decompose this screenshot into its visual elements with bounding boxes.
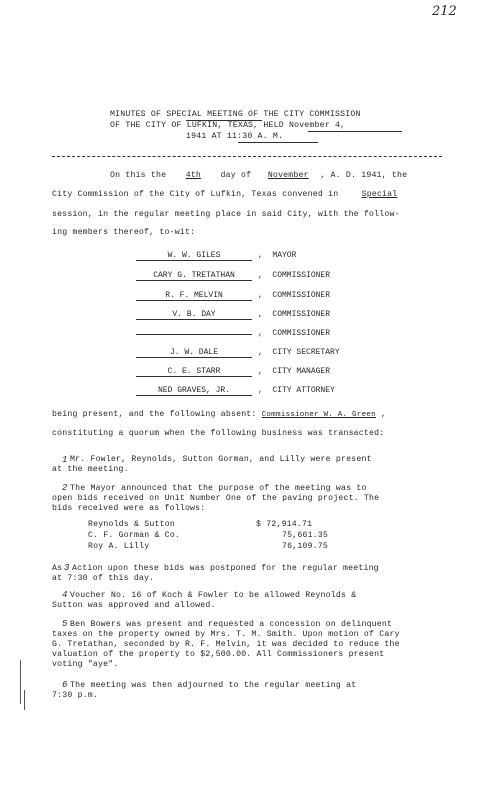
item-line: G. Tretathan, seconded by R. F. Melvin, it was decided to reduce the [52, 640, 400, 649]
item-line: Action upon these bids was postponed for the regular meeting [72, 564, 379, 573]
absent-line: being present, and the following absent: Commissioner W. A. Green , [52, 410, 387, 419]
item-number: 3 [64, 563, 70, 573]
intro-line-2: City Commission of the City of Lufkin, Texas convened in Special [52, 190, 415, 199]
item-line: valuation of the property to $2,500.00. All Commissioners present [52, 650, 385, 659]
header-line-1: MINUTES OF SPECIAL MEETING OF THE CITY COMMISSION [110, 110, 361, 119]
item-number: 4 [62, 590, 68, 600]
item-number: 6 [62, 680, 68, 690]
member-row: CARY G. TRETATHAN , COMMISSIONER [136, 264, 330, 282]
item-line: The meeting was then adjourned to the regular meeting at [70, 681, 357, 690]
item-line: 7:30 p.m. [52, 691, 99, 700]
item-line: voting "aye". [52, 660, 119, 669]
header-divider [52, 156, 442, 157]
item-number: 2 [62, 483, 68, 493]
header-line-3: 1941 AT 11:30 A. M. [186, 132, 284, 141]
item-line: The Mayor announced that the purpose of the meeting was to [70, 484, 367, 493]
header-line-2: OF THE CITY OF LUFKIN, TEXAS, HELD November 4, [110, 121, 346, 130]
meeting-day: 4th [185, 171, 202, 180]
item-line: taxes on the property owned by Mrs. T. M. Smith. Upon motion of Cary [52, 630, 400, 639]
member-row: C. E. STARR , CITY MANAGER [136, 360, 330, 378]
item-number: 5 [62, 619, 68, 629]
member-row: R. F. MELVIN , COMMISSIONER [136, 284, 330, 302]
margin-mark [24, 690, 25, 710]
bid-bidder: C. F. Gorman & Co. [88, 531, 181, 540]
bid-amount: $ 72,914.71 [256, 520, 313, 529]
session-type: Special [361, 190, 398, 199]
item-line: Ben Bowers was present and requested a concession on delinquent [70, 620, 393, 629]
intro-line-4: ing members thereof, to-wit: [52, 228, 196, 237]
item-line: open bids received on Unit Number One of the paving project. The [52, 494, 380, 503]
member-row: J. W. DALE , CITY SECRETARY [136, 341, 340, 359]
intro-line-3: session, in the regular meeting place in said City, with the follow- [52, 210, 400, 219]
item-line: bids received were as follows: [52, 504, 206, 513]
margin-mark [20, 660, 21, 704]
quorum-line: constituting a quorum when the following business was transacted: [52, 429, 385, 438]
bid-amount: 75,661.35 [282, 531, 329, 540]
bid-amount: 76,109.75 [282, 542, 329, 551]
item-prefix: As [52, 564, 63, 573]
item-line: Sutton was approved and allowed. [52, 601, 216, 610]
bid-bidder: Reynolds & Sutton [88, 520, 175, 529]
item-line: Mr. Fowler, Reynolds, Sutton Gorman, and Lilly were present [70, 455, 372, 464]
member-row: , COMMISSIONER [136, 322, 330, 340]
member-row: NED GRAVES, JR. , CITY ATTORNEY [136, 379, 335, 397]
member-row: W. W. GILES , MAYOR [136, 244, 296, 262]
item-number: 1 [62, 455, 68, 465]
page-number: 212 [432, 4, 457, 19]
item-line: at 7:30 of this day. [52, 574, 155, 583]
item-line: at the meeting. [52, 465, 129, 474]
absent-name: Commissioner W. A. Green [261, 411, 376, 419]
item-line: Voucher No. 16 of Koch & Fowler to be allowed Reynolds & [70, 591, 357, 600]
member-row: V. B. DAY , COMMISSIONER [136, 303, 330, 321]
bid-bidder: Roy A. Lilly [88, 542, 150, 551]
intro-line-1: On this the 4th day of November , A. D. 1941, the [110, 171, 408, 180]
meeting-month: November [267, 171, 309, 180]
